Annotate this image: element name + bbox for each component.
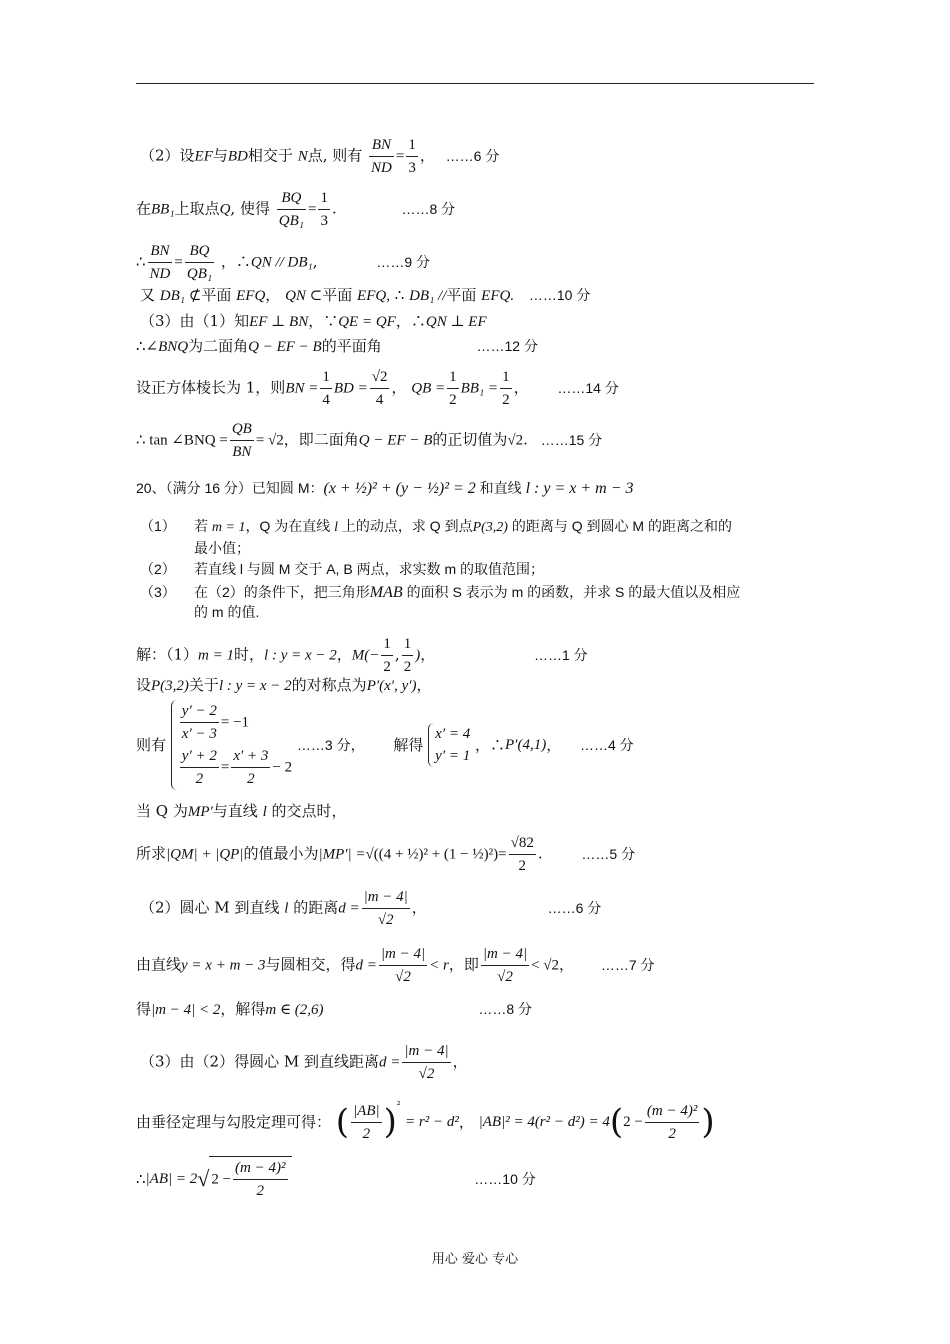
question-1-cont: 最小值； xyxy=(194,540,250,556)
score: ……4 分 xyxy=(580,737,634,753)
score: ……1 分 xyxy=(533,646,588,663)
text: （2）设 xyxy=(140,146,195,165)
solution-system: x′ = 4 y′ = 1 xyxy=(428,723,470,767)
score: ……6 分 xyxy=(445,147,500,164)
fraction: $\frac{BQ}{\text{QB₁}}$ xyxy=(277,187,306,232)
score: ……10 分 xyxy=(528,287,591,303)
solution-5: 所求|QM| + |QP|的值最小为|MP′| =√((4 + ½)² + (1 − ½)²)= $\frac{√82}{2}$ . ……5 分 xyxy=(136,832,635,877)
score: ……15 分 xyxy=(540,431,603,448)
fraction: $\frac{BQ}{\text{QB₁}}$ xyxy=(185,240,214,285)
fraction: $\frac{1}{2}$ xyxy=(381,633,393,678)
math: BB₁ xyxy=(151,201,175,218)
score: ……9 分 xyxy=(376,253,431,270)
line-3: ∴ $\frac{BN}{ND}$ = $\frac{BQ}{\text{QB₁}}$ ，∴QN // DB₁, ……9 分 xyxy=(136,240,430,285)
fraction: $\frac{|m - 4|}{√2}$ xyxy=(362,886,410,931)
score: ……7 分 xyxy=(600,956,655,973)
text: , 使得 xyxy=(230,199,270,218)
question-1: （1） xyxy=(140,518,176,534)
line-6: ∴∠BNQ为二面角Q − EF − B的平面角 ……12 分 xyxy=(136,337,538,355)
line-1: （2）设EF与BD相交于 N点, 则有 $\frac{BN}{ND}$ = $\frac{1}{3}$ ， ……6 分 xyxy=(140,134,499,179)
fraction: $\frac{1}{2}$ xyxy=(500,366,512,411)
solution-9: （3）由（2）得圆心 M 到直线距离d = $\frac{|m - 4|}{√2}$ ， xyxy=(140,1040,468,1085)
score: ……8 分 xyxy=(401,200,456,217)
fraction: $\frac{1}{2}$ xyxy=(447,366,459,411)
question-2: （2） xyxy=(140,561,176,577)
line-4: 又 DB₁ ⊄平面 EFQ， QN ⊂平面 EFQ, ∴ DB₁ //平面 EFQ. ……10 分 xyxy=(140,286,591,304)
fraction: $\frac{|m - 4|}{√2}$ xyxy=(379,943,427,988)
fraction: $\frac{1}{3}$ xyxy=(318,187,330,232)
equation-system: $\frac{y' - 2}{x' - 3}$ = −1 $\frac{y' + 2}{2}$ = $\frac{x' + 3}{2}$ − 2 xyxy=(171,700,292,790)
solution-1: 解：（1）m = 1时，l : y = x − 2，M(− $\frac{1}{2}$ , $\frac{1}{2}$ )， ……1 分 xyxy=(136,633,588,678)
fraction: $\frac{BN}{ND}$ xyxy=(148,240,173,285)
fraction: $\frac{|m - 4|}{√2}$ xyxy=(481,943,529,988)
text: 相交于 xyxy=(247,146,293,165)
math: N xyxy=(297,148,308,165)
header-rule xyxy=(136,83,814,84)
math: Q xyxy=(219,201,231,218)
fraction: $\frac{\text{(m − 4)²}}{2}$ xyxy=(645,1100,699,1145)
question-1-text: 若 m = 1，Q 为在直线 l 上的动点，求 Q 到点P(3,2) 的距离与 Q 到圆心 M 的距离之和的 xyxy=(194,518,732,535)
fraction: $\frac{√82}{2}$ xyxy=(509,832,536,877)
solution-11: ∴|AB| = 2√ 2 − $\frac{\text{(m − 4)²}}{2}$ ……10 分 xyxy=(136,1156,536,1202)
fraction: $\frac{BN}{ND}$ xyxy=(369,134,394,179)
fraction: $\frac{√2}{4}$ xyxy=(370,366,390,411)
math: BD xyxy=(227,148,248,165)
question-3-cont: 的 m 的值. xyxy=(194,604,260,620)
fraction: $\frac{1}{2}$ xyxy=(402,633,414,678)
score: ……14 分 xyxy=(557,379,619,396)
text: 上取点 xyxy=(174,199,220,218)
line-8: ∴ tan ∠BNQ = $\frac{QB}{BN}$ = √2，即二面角Q − EF − B的正切值为√2. ……15 分 xyxy=(136,418,602,463)
text: 点, 则有 xyxy=(307,146,363,165)
question-3-text: 在（2）的条件下，把三角形MAB 的面积 S 表示为 m 的函数，并求 S 的最大值以及相应 xyxy=(194,584,741,601)
math: EF xyxy=(194,148,213,165)
line-7: 设正方体棱长为 1，则BN = $\frac{1}{4}$ BD = $\frac{√2}{4}$ ， QB = $\frac{1}{2}$ BB₁ = $\frac{1}{2}$ ， ……14 分 xyxy=(136,366,619,411)
fraction: $\frac{QB}{BN}$ xyxy=(230,418,254,463)
score: ……6 分 xyxy=(547,899,602,916)
page-footer: 用心 爱心 专心 xyxy=(431,1252,519,1267)
solution-8: 得|m − 4| < 2，解得m ∈ (2,6) ……8 分 xyxy=(136,1000,533,1018)
text: 在 xyxy=(136,199,152,218)
problem-20: 20、（满分 16 分）已知圆 M：(x + ½)² + (y − ½)² = 2 和直线 l : y = x + m − 3 xyxy=(136,480,634,497)
solution-4: 当 Q 为MP′与直线 l 的交点时， xyxy=(136,802,347,820)
question-2-text: 若直线 l 与圆 M 交于 A, B 两点，求实数 m 的取值范围； xyxy=(194,561,545,577)
fraction: $\frac{|m - 4|}{√2}$ xyxy=(402,1040,450,1085)
line-2: 在BB₁上取点Q, 使得 $\frac{BQ}{\text{QB₁}}$ = $\frac{1}{3}$ . ……8 分 xyxy=(136,187,455,232)
solution-6: （2）圆心 M 到直线 l 的距离d = $\frac{|m - 4|}{√2}$ ， ……6 分 xyxy=(140,886,601,931)
score: ……8 分 xyxy=(478,1001,533,1017)
question-3: （3） xyxy=(140,584,176,600)
fraction: $\frac{\text{(m − 4)²}}{2}$ xyxy=(233,1157,287,1202)
text: 与 xyxy=(212,146,228,165)
fraction: $\frac{|AB|}{2}$ xyxy=(351,1100,382,1145)
line-5: （3）由（1）知EF ⊥ BN，∵QE = QF，∴QN ⊥ EF xyxy=(140,312,487,330)
solution-10: 由垂径定理与勾股定理可得： ( $\frac{|AB|}{2}$ )$^{^2}$ = r² − d²， |AB|² = 4(r² − d²) = 4(2 − $\frac{\text{(m − 4)²}}{2}$ ) xyxy=(136,1094,715,1145)
fraction: $\frac{1}{3}$ xyxy=(406,134,418,179)
solution-7: 由直线y = x + m − 3与圆相交，得d = $\frac{|m - 4|}{√2}$ < r，即 $\frac{|m - 4|}{√2}$ < √2， ……7 分 xyxy=(136,943,655,988)
score: ……5 分 xyxy=(581,845,636,862)
score: ……12 分 xyxy=(476,338,538,354)
solution-2: 设P(3,2)关于l : y = x − 2的对称点为P′(x′, y′)， xyxy=(136,676,432,694)
score: ……10 分 xyxy=(474,1171,536,1187)
math: QN // DB₁ xyxy=(250,254,313,271)
solution-3: 则有 $\frac{y' - 2}{x' - 3}$ = −1 $\frac{y' + 2}{2}$ = $\frac{x' + 3}{2}$ − 2 ……3 分， 解得 x′ = 4 y′ = 1 ，∴P′(4,1)， ……4 分 xyxy=(136,700,634,790)
fraction: $\frac{1}{4}$ xyxy=(320,366,332,411)
